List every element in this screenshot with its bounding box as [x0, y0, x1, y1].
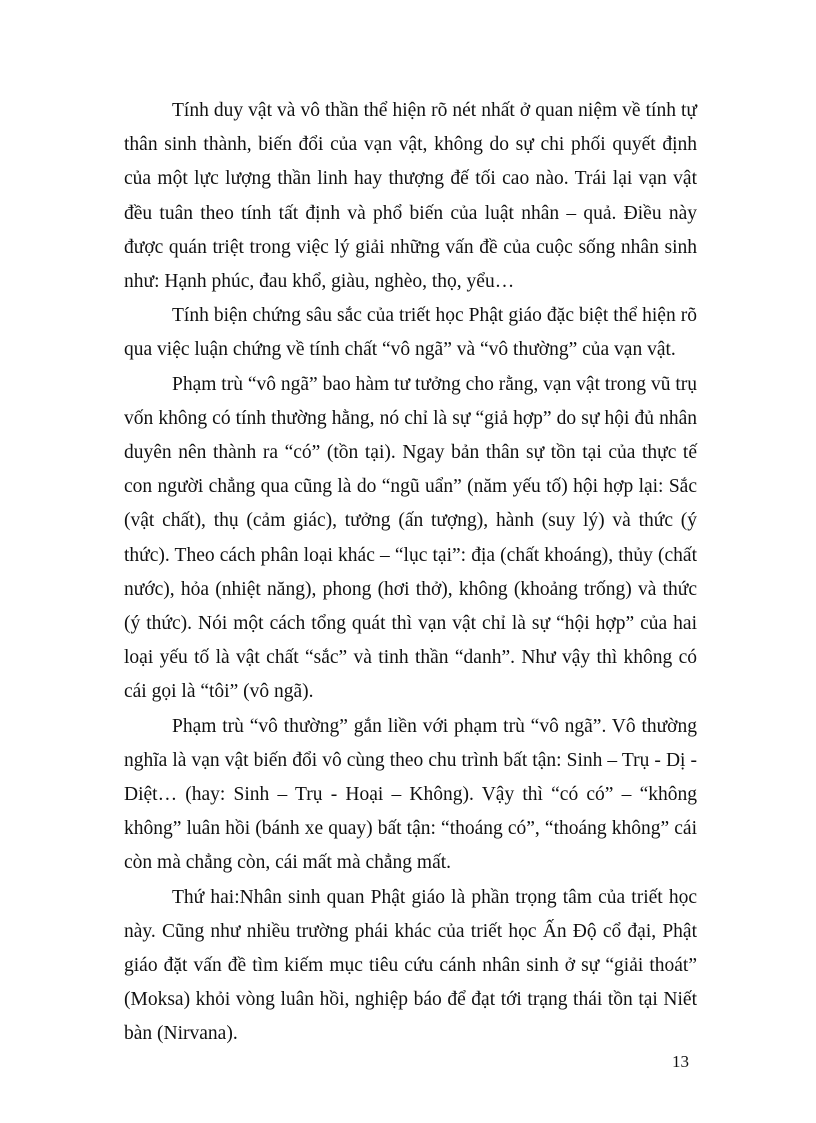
page-body — [124, 94, 697, 1052]
paragraph-impermanence: Phạm trù “vô thường” gắn liền với phạm trù “vô ngã”. Vô thường nghĩa là vạn vật biến đổi vô cùng theo chu trình bất tận: Sinh – Trụ - Dị - Diệt… (hay: Sinh – Trụ - Hoại – Không). Vậy thì “có có” – “không không” luân hồi (bánh xe quay) bất tận: “thoáng có”, “thoáng không” cái còn mà chẳng còn, cái mất mà chẳng mất. — [124, 715, 697, 874]
page-number: 13 — [672, 1052, 689, 1071]
paragraph-philosophy-of-life: Thứ hai:Nhân sinh quan Phật giáo là phần trọng tâm của triết học này. Cũng như nhiều trường phái khác của triết học Ấn Độ cổ đại, Phật giáo đặt vấn đề tìm kiếm mục tiêu cứu cánh nhân sinh ở sự “giải thoát” (Moksa) khỏi vòng luân hồi, nghiệp báo để đạt tới trạng thái tồn tại Niết bàn (Nirvana). — [124, 886, 697, 1045]
paragraph-dialectics: Tính biện chứng sâu sắc của triết học Phật giáo đặc biệt thể hiện rõ qua việc luận chứng về tính chất “vô ngã” và “vô thường” của vạn vật. — [124, 305, 697, 361]
paragraph-non-self: Phạm trù “vô ngã” bao hàm tư tưởng cho rằng, vạn vật trong vũ trụ vốn không có tính thường hằng, nó chỉ là sự “giả hợp” do sự hội đủ nhân duyên nên thành ra “có” (tồn tại). Ngay bản thân sự tồn tại của thực tế con người chẳng qua cũng là do “ngũ uẩn” (năm yếu tố) hội hợp lại: Sắc (vật chất), thụ (cảm giác), tưởng (ấn tượng), hành (suy lý) và thức (ý thức). Theo cách phân loại khác – “lục tại”: địa (chất khoáng), thủy (chất nước), hỏa (nhiệt năng), phong (hơi thở), không (khoảng trống) và thức (ý thức). Nói một cách tổng quát thì vạn vật chỉ là sự “hội hợp” của hai loại yếu tố là vật chất “sắc” và tinh thần “danh”. Như vậy thì không có cái gọi là “tôi” (vô ngã). — [124, 373, 697, 703]
paragraph-materialism: Tính duy vật và vô thần thể hiện rõ nét nhất ở quan niệm về tính tự thân sinh thành, biến đổi của vạn vật, không do sự chi phối quyết định của một lực lượng thần linh hay thượng đế tối cao nào. Trái lại vạn vật đều tuân theo tính tất định và phổ biến của luật nhân – quả. Điều này được quán triệt trong việc lý giải những vấn đề của cuộc sống nhân sinh như: Hạnh phúc, đau khổ, giàu, nghèo, thọ, yểu… — [124, 100, 697, 293]
